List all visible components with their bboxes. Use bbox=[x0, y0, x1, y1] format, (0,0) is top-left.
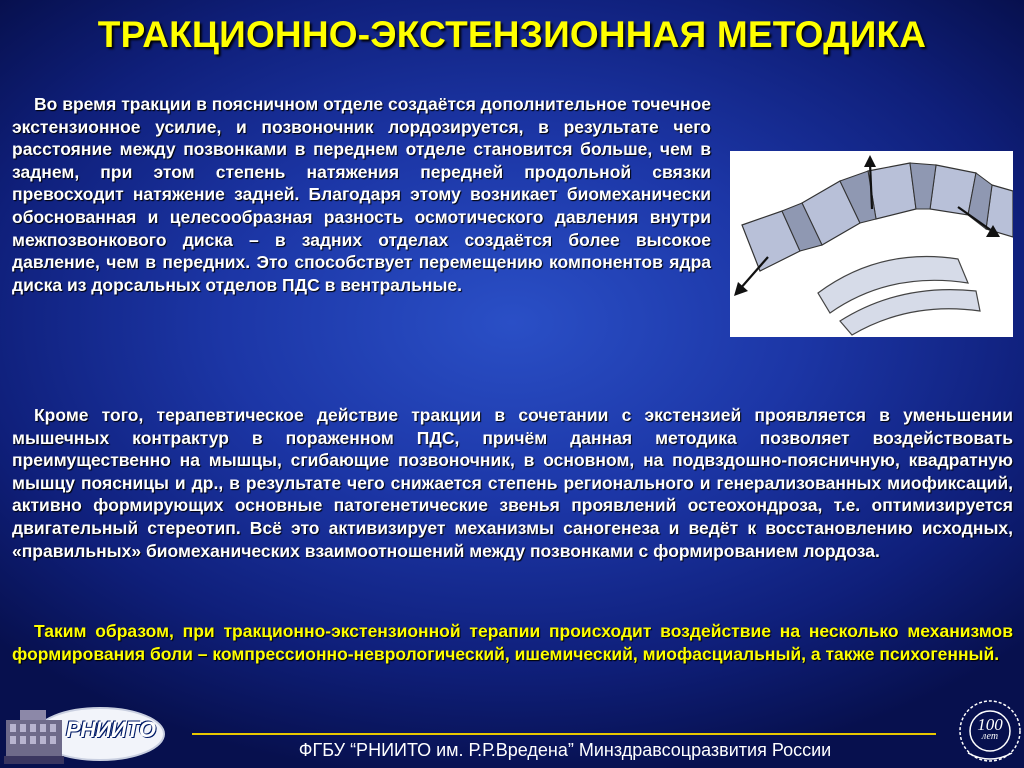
anniversary-badge-number: 100 bbox=[977, 715, 1003, 734]
footer-divider bbox=[192, 733, 936, 735]
anniversary-badge-label: лет bbox=[981, 731, 999, 742]
spine-lordosis-figure bbox=[730, 151, 1013, 337]
slide-title: ТРАКЦИОННО-ЭКСТЕНЗИОННАЯ МЕТОДИКА bbox=[97, 14, 927, 55]
paragraph-conclusion: Таким образом, при тракционно-экстензионной терапии происходит воздействие на несколько механизмов формирования боли – компрессионно-неврологический, ишемический, миофасциальный, а также психогенный. bbox=[12, 621, 1013, 664]
institute-logo-text: РНИИТО bbox=[66, 717, 156, 742]
footer-institution: ФГБУ “РНИИТО им. Р.Р.Вредена” Минздравсоцразвития России bbox=[298, 740, 832, 760]
paragraph-muscle-effect: Кроме того, терапевтическое действие тракции в сочетании с экстензией проявляется в уменьшении мышечных контрактур в пораженном ПДС, причём данная методика позволяет воздействовать преимущественно на мышцы, сгибающие позвоночник, в основном, на подвздошно-поясничную, квадратную мышцу поясницы и др., в результате чего снижается степень регионального и генерализованных миофиксаций, активно формирующих основные патогенетические звенья проявлений остеохондроза, т.е. оптимизируется двигательный стереотип. Всё это активизирует механизмы саногенеза и ведёт к восстановлению исходных, «правильных» биомеханических взаимоотношений между позвонками с формированием лордоза. bbox=[12, 405, 1013, 561]
paragraph-traction-effect: Во время тракции в поясничном отделе создаётся дополнительное точечное экстензионное усилие, и позвоночник лордозируется, в результате чего расстояние между позвонками в переднем отделе становится больше, чем в заднем, при этом степень натяжения передней продольной связки превосходит натяжение задней. Благодаря этому возникает биомеханически обоснованная и целесообразная разность осмотического давления внутри межпозвонкового диска – в задних отделах создаётся более высокое давление, чем в передних. Это способствует перемещению компонентов ядра диска из дорсальных отделов ПДС в вентральные. bbox=[12, 94, 711, 295]
